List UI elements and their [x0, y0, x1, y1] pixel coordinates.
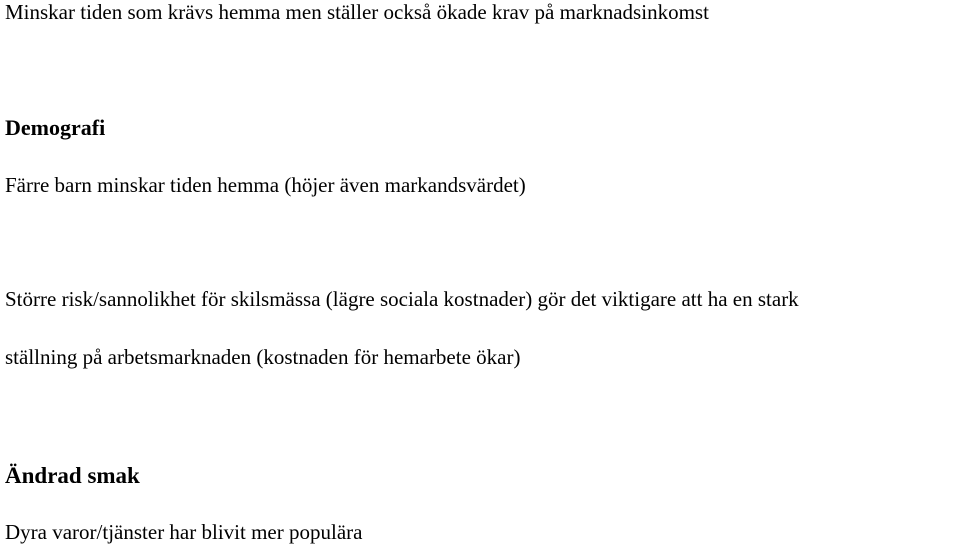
section-heading-demografi: Demografi [5, 115, 106, 140]
demografi-line-2: Större risk/sannolikhet för skilsmässa (lägre sociala kostnader) gör det viktigare att ha en stark [5, 287, 799, 311]
demografi-line-3: ställning på arbetsmarknaden (kostnaden för hemarbete ökar) [5, 345, 521, 369]
andrad-smak-line-1: Dyra varor/tjänster har blivit mer populära [5, 520, 363, 544]
demografi-line-1: Färre barn minskar tiden hemma (höjer även markandsvärdet) [5, 173, 526, 197]
section-heading-andrad-smak: Ändrad smak [5, 463, 140, 488]
intro-text: Minskar tiden som krävs hemma men ställer också ökade krav på marknadsinkomst [5, 0, 709, 24]
